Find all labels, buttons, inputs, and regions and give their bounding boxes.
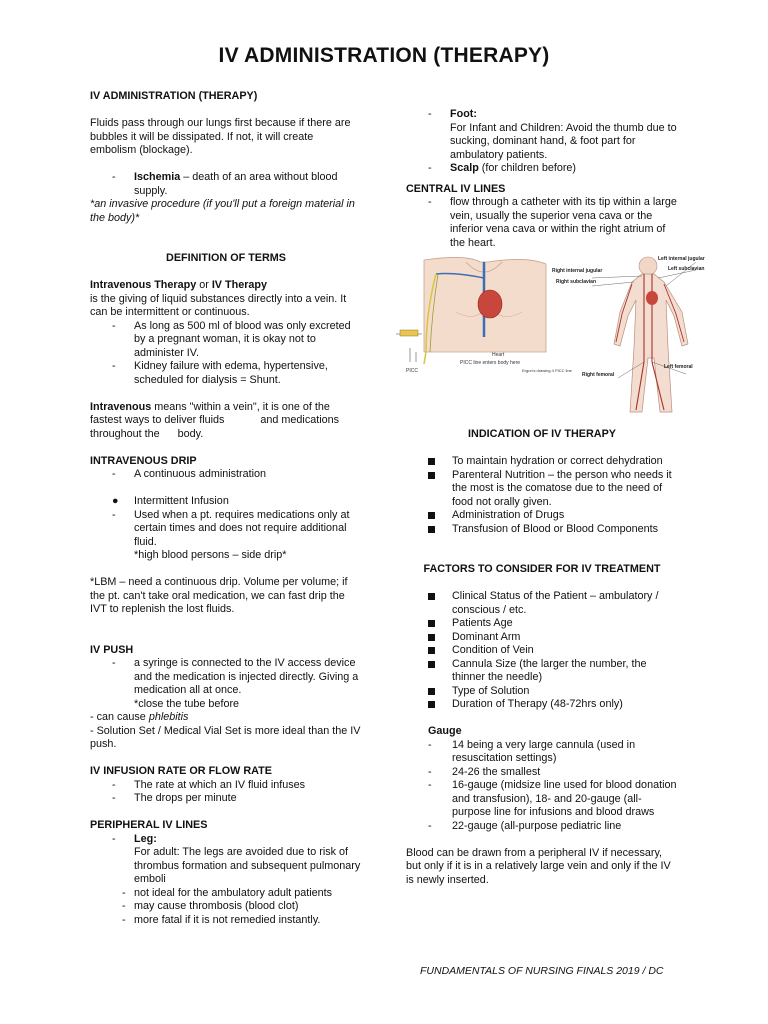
gauge-item: - 16-gauge (midsize line used for blood donation and transfusion), 18- and 20-gauge (all-purpose line for infusions and blood draws: [428, 779, 677, 818]
figure-caption-small: Ergun's drawing 4 PICC line: [522, 368, 572, 373]
ivt-terms: [90, 279, 362, 293]
gauge-heading: Gauge: [428, 725, 462, 737]
push-solution: - Solution Set / Medical Vial Set is more ideal than the IV push.: [90, 724, 361, 750]
figure-label-right-subclavian: Right subclavian: [556, 279, 597, 285]
body-illustration: [592, 257, 696, 412]
foot-item: - Foot:: [428, 108, 477, 120]
drip-note: *high blood persons – side drip*: [134, 549, 287, 561]
ivt-point: - As long as 500 ml of blood was only excreted by a pregnant woman, it is okay not to administer IV.: [112, 319, 351, 359]
intravenous-text: means "within a vein", it is one of the fastest ways to deliver fluids and medications throughout the body.: [90, 400, 343, 440]
indication-item: Transfusion of Blood or Blood Components: [406, 523, 678, 537]
gauge-item: - 24-26 the smallest: [428, 765, 541, 778]
rate-point: - The rate at which an IV fluid infuses: [112, 778, 306, 791]
ischemia-term: Ischemia: [134, 171, 181, 183]
intravenous-term: Intravenous: [90, 400, 152, 413]
drip-bullet: ● Intermittent Infusion: [112, 495, 229, 507]
intro-paragraph: Fluids pass through our lungs first because if there are bubbles it will be dissipated. If not, it will create embolism (blockage).: [90, 117, 351, 156]
rate-point: - The drops per minute: [112, 792, 237, 804]
push-cause: - can cause phlebitis: [90, 711, 189, 723]
indication-item: To maintain hydration or correct dehydration: [406, 455, 678, 469]
indication-item: Administration of Drugs: [406, 509, 678, 523]
square-bullet-icon: [428, 472, 435, 479]
leg-item: - Leg:: [112, 832, 157, 845]
ivt-term-1: Intravenous Therapy: [90, 279, 197, 291]
section-heading-definition: DEFINITION OF TERMS: [166, 252, 286, 264]
square-bullet-icon: [428, 634, 435, 641]
figure-label-right-internal-jugular: Right internal jugular: [552, 268, 603, 274]
square-bullet-icon: [428, 647, 435, 654]
leg-point: - may cause thrombosis (blood clot): [122, 900, 299, 912]
leg-text: For adult: The legs are avoided due to risk of thrombus formation and subsequent pulmonary emboli: [134, 846, 361, 885]
drip-point: - A continuous administration: [112, 468, 267, 480]
figure-label-picc-enters: PICC line enters body here: [460, 360, 521, 366]
drip-point: - Used when a pt. requires medications only at certain times and does not require additional fluid.: [112, 508, 350, 548]
ivt-or: or: [196, 279, 212, 291]
factor-item: Duration of Therapy (48-72hrs only): [406, 698, 678, 712]
factor-item: Clinical Status of the Patient – ambulatory / conscious / etc.: [406, 590, 678, 617]
intravenous-definition: [90, 401, 362, 442]
ivt-term-2: IV Therapy: [211, 279, 268, 291]
ischemia-definition: – death of an area without blood supply.: [134, 171, 338, 197]
section-heading-peripheral: PERIPHERAL IV LINES: [90, 819, 208, 831]
lbm-note: *LBM – need a continuous drip. Volume per volume; if the pt. can't take oral medication, we can fast drip the IVT to replenish the lost fluids.: [90, 576, 348, 615]
right-column: [406, 108, 705, 887]
ivt-definition: is the giving of liquid substances directly into a vein. It can be intermittent or continuous.: [90, 292, 347, 318]
gauge-item: - 22-gauge (all-purpose pediatric line: [428, 819, 622, 832]
left-column: [90, 90, 362, 927]
leg-point: - more fatal if it is not remedied instantly.: [122, 913, 321, 926]
invasive-note: *an invasive procedure (if you'll put a foreign material in the body)*: [90, 198, 355, 224]
figure-label-heart: Heart: [492, 352, 505, 358]
page-title: IV ADMINISTRATION (THERAPY): [218, 44, 550, 67]
leg-point: - not ideal for the ambulatory adult patients: [122, 886, 333, 899]
push-note: *close the tube before: [134, 697, 240, 710]
square-bullet-icon: [428, 458, 435, 465]
square-bullet-icon: [428, 526, 435, 533]
anatomy-illustration: [396, 252, 708, 422]
factor-item: Dominant Arm: [406, 631, 678, 645]
square-bullet-icon: [428, 661, 435, 668]
phlebitis-term: phlebitis: [148, 711, 189, 723]
factor-item: Type of Solution: [406, 685, 678, 699]
figure-label-left-subclavian: Left subclavian: [668, 266, 705, 272]
figure-label-left-femoral: Left femoral: [664, 364, 693, 370]
factor-item: Condition of Vein: [406, 644, 678, 658]
section-heading-indication: INDICATION OF IV THERAPY: [468, 428, 616, 440]
square-bullet-icon: [428, 593, 435, 600]
ivt-point: - Kidney failure with edema, hypertensive, scheduled for dialysis = Shunt.: [112, 360, 328, 386]
figure-label-picc: PICC: [406, 368, 418, 374]
blood-note: Blood can be drawn from a peripheral IV if necessary, but only if it is in a relatively large vein and only if the IV is newly inserted.: [406, 846, 671, 886]
figure-label-left-internal-jugular: Left internal jugular: [658, 256, 705, 262]
section-heading-rate: IV INFUSION RATE OR FLOW RATE: [90, 765, 272, 777]
figure-label-right-femoral: Right femoral: [582, 372, 615, 378]
chest-illustration: [396, 257, 546, 364]
square-bullet-icon: [428, 701, 435, 708]
central-line-figure: [396, 252, 708, 422]
square-bullet-icon: [428, 620, 435, 627]
factor-item: Cannula Size (the larger the number, the thinner the needle): [406, 658, 678, 685]
section-heading-factors: FACTORS TO CONSIDER FOR IV TREATMENT: [423, 563, 661, 575]
push-point: - a syringe is connected to the IV access device and the medication is injected directly. Giving a medication all at once.: [112, 657, 359, 696]
indication-item: Parenteral Nutrition – the person who needs it the most is the comatose due to the need of food not orally given.: [406, 469, 678, 510]
central-point: - flow through a catheter with its tip within a large vein, usually the superior vena cava or the inferior vena cava or within the right atrium of the heart.: [428, 196, 677, 249]
ischemia-item: - Ischemia – death of an area without blood supply.: [112, 171, 338, 197]
square-bullet-icon: [428, 512, 435, 519]
factor-item: Patients Age: [406, 617, 678, 631]
scalp-item: - Scalp (for children before): [428, 162, 577, 174]
section-heading-central: CENTRAL IV LINES: [406, 182, 506, 195]
section-heading-drip: INTRAVENOUS DRIP: [90, 454, 197, 467]
section-heading-push: IV PUSH: [90, 643, 134, 656]
section-heading-iv-administration: IV ADMINISTRATION (THERAPY): [90, 90, 258, 102]
bullet-dot-icon: ●: [112, 495, 119, 507]
square-bullet-icon: [428, 688, 435, 695]
gauge-item: - 14 being a very large cannula (used in resuscitation settings): [428, 738, 636, 764]
foot-text: For Infant and Children: Avoid the thumb due to sucking, dominant hand, & foot part for ambulatory patients.: [450, 121, 677, 161]
page-footer: FUNDAMENTALS OF NURSING FINALS 2019 / DC: [420, 965, 664, 977]
